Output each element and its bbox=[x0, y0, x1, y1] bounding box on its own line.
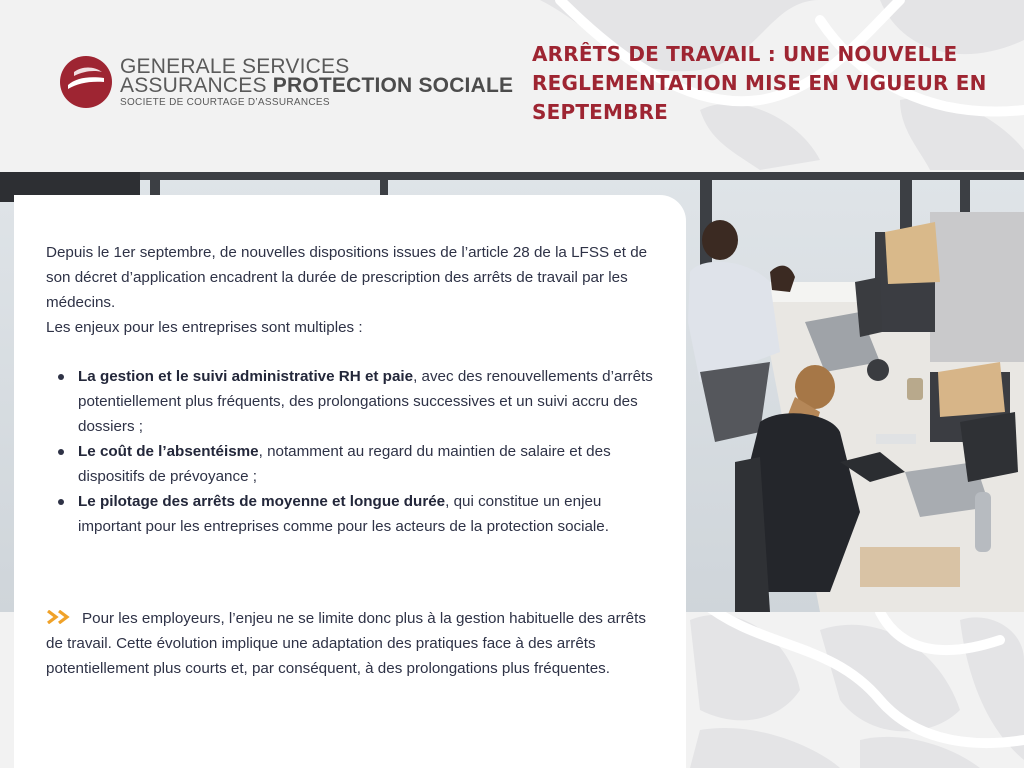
list-item-title: Le coût de l’absentéisme bbox=[78, 443, 259, 460]
list-item bbox=[46, 364, 666, 439]
bullet-dot-icon bbox=[58, 374, 64, 380]
brand-line-2-regular: ASSURANCES bbox=[120, 74, 267, 97]
brand-logo-mark bbox=[58, 54, 114, 110]
brand-line-1: GENERALE SERVICES bbox=[120, 55, 350, 78]
conclusion-paragraph bbox=[46, 606, 666, 681]
intro-lead: Les enjeux pour les entreprises sont multiples : bbox=[46, 319, 363, 336]
list-item-text: , avec des renouvellements d’arrêts potentiellement plus fréquents, des prolongations successives et un suivi accru des dossiers ; bbox=[78, 368, 653, 435]
intro-paragraph: Depuis le 1er septembre, de nouvelles dispositions issues de l’article 28 de la LFSS et de son décret d’application encadrent la durée de prescription des arrêts de travail par les médecins. bbox=[46, 244, 648, 311]
list-item bbox=[46, 439, 666, 489]
brand-tagline: SOCIETE DE COURTAGE D’ASSURANCES bbox=[120, 97, 330, 108]
brand-line-2-bold: PROTECTION SOCIALE bbox=[272, 74, 514, 97]
list-item-title: La gestion et le suivi administrative RH et paie bbox=[78, 368, 414, 385]
double-chevron-right-icon bbox=[46, 610, 74, 624]
bullet-dot-icon bbox=[58, 449, 64, 455]
brand-line-2 bbox=[120, 76, 513, 95]
list-item-title: Le pilotage des arrêts de moyenne et longue durée bbox=[78, 493, 446, 510]
page-title: ARRÊTS DE TRAVAIL : UNE NOUVELLE REGLEMENTATION MISE EN VIGUEUR EN SEPTEMBRE bbox=[532, 42, 987, 124]
brand-wordmark bbox=[120, 57, 513, 110]
brand-logo bbox=[58, 54, 514, 118]
issues-list bbox=[46, 364, 666, 539]
conclusion-text: Pour les employeurs, l’enjeu ne se limite donc plus à la gestion habituelle des arrêts de travail. Cette évolution implique une adaptation des pratiques face à des arrêts potentiellement plus courts et, par conséquent, à des prolongations plus fréquentes. bbox=[46, 610, 646, 677]
list-item-text: , qui constitue un enjeu important pour les entreprises comme pour les acteurs de la protection sociale. bbox=[78, 493, 609, 535]
list-item-text: , notamment au regard du maintien de salaire et des dispositifs de prévoyance ; bbox=[78, 443, 611, 485]
bullet-dot-icon bbox=[58, 499, 64, 505]
article-body bbox=[46, 240, 666, 539]
list-item bbox=[46, 489, 666, 539]
